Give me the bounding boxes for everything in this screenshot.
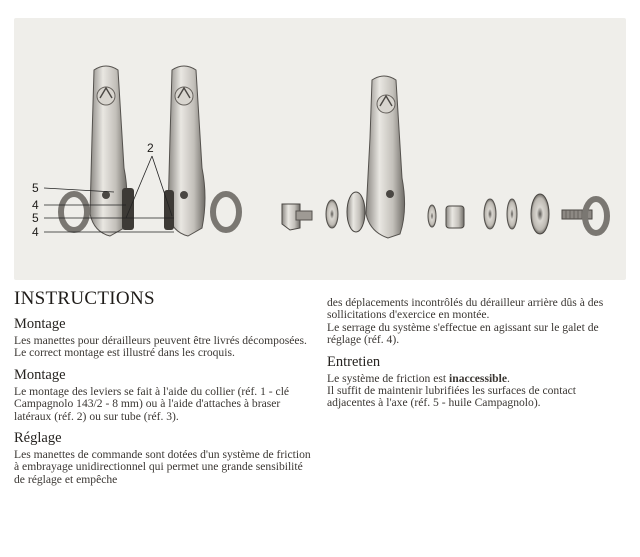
section-montage-2-title: Montage — [14, 366, 66, 383]
assembled-lever-right — [164, 66, 239, 236]
shifter-illustration — [14, 18, 626, 280]
montage-line-2: Le correct montage est illustré dans les croquis. — [14, 346, 235, 360]
reglage-continuation — [327, 297, 627, 347]
callout-4-upper: 4 — [32, 198, 39, 212]
exploded-diagram-photo — [14, 18, 626, 280]
callout-4-lower: 4 — [32, 225, 39, 239]
exploded-parts — [282, 76, 607, 238]
entretien-post: . — [507, 371, 510, 385]
entretien-pre: Le système de friction est — [327, 371, 450, 385]
assembled-lever-left — [61, 66, 134, 236]
reglage-continuation-2: Le serrage du système s'effectue en agissant sur le galet de réglage (réf. 4). — [327, 320, 599, 347]
section-reglage-title: Réglage — [14, 430, 62, 447]
instructions-heading: INSTRUCTIONS — [14, 288, 155, 309]
callout-5-lower: 5 — [32, 211, 39, 225]
section-reglage-text: Les manettes de commande sont dotées d'un système de friction à embrayage unidirectionnel qui permet une grande sensibilité de réglage et empêche — [14, 448, 311, 486]
reglage-continuation-1: des déplacements incontrôlés du dérailleur arrière dûs à des sollicitations d'exercice en montée. — [327, 296, 604, 322]
section-montage-2-text: Le montage des leviers se fait à l'aide du collier (réf. 1 - clé Campagnolo 143/2 - 8 mm) ou à l'aide d'attaches à braser latéraux (réf. 2) ou sur tube (réf. 3). — [14, 384, 290, 423]
section-montage-text — [14, 335, 316, 360]
section-entretien-title: Entretien — [327, 353, 381, 370]
left-column — [14, 288, 316, 493]
montage-line-1: Les manettes pour dérailleurs peuvent être livrés décomposées. — [14, 334, 307, 347]
callout-5-upper: 5 — [32, 181, 39, 195]
entretien-bold: inaccessible — [449, 371, 507, 385]
callout-2: 2 — [147, 141, 154, 155]
right-column — [327, 297, 627, 417]
section-montage-title: Montage — [14, 316, 66, 332]
entretien-body: Il suffit de maintenir lubrifiées les surfaces de contact adjacentes à l'axe (réf. 5 - huile Campagnolo). — [327, 384, 576, 410]
section-entretien-text — [327, 373, 627, 410]
